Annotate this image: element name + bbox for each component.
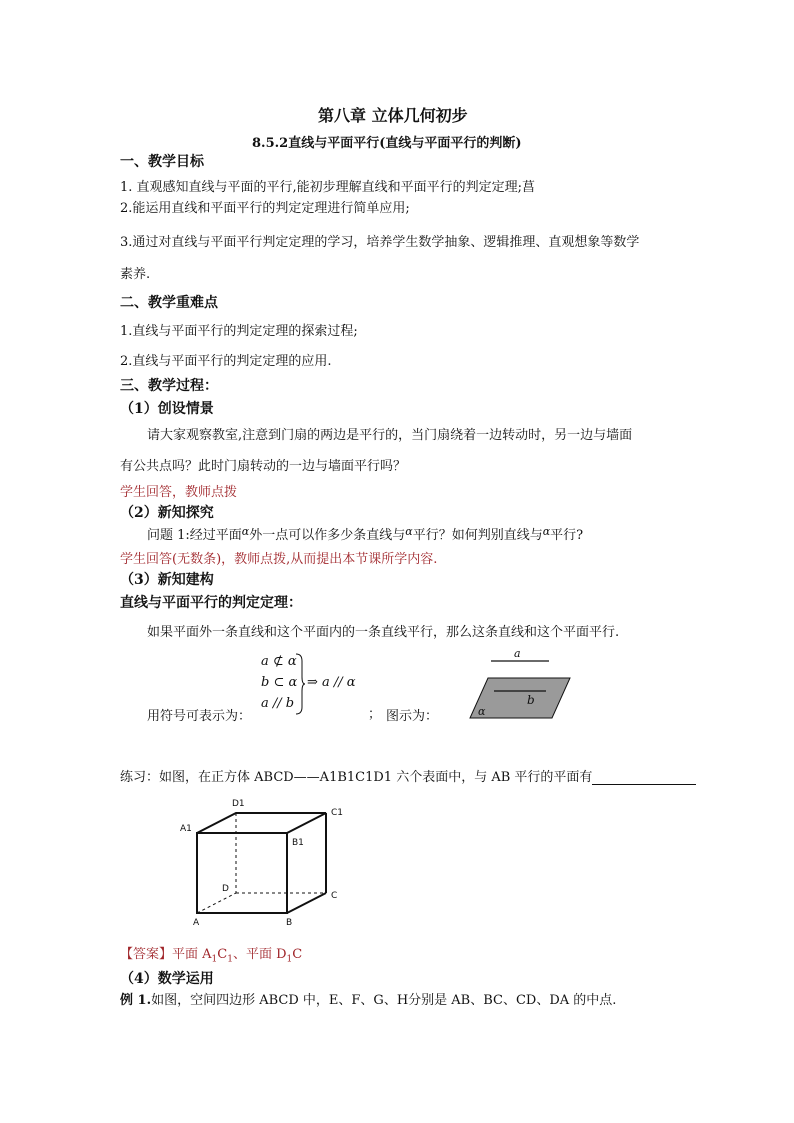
example-1 xyxy=(120,989,616,1008)
vertex-C1: C1 xyxy=(331,808,344,818)
part2-answer: 学生回答(无数条)，教师点拨,从而提出本节课所学内容. xyxy=(120,552,438,567)
part1-line-1: 请大家观察教室,注意到门扇的两边是平行的，当门扇绕着一边转动时，另一边与墙面 xyxy=(147,428,633,443)
keypoint-item-1: 1.直线与平面平行的判定定理的探索过程; xyxy=(120,324,358,339)
alpha-symbol: α xyxy=(405,525,413,538)
right-brace xyxy=(294,653,306,715)
answer-line: 【答案】平面 $A_1C_1$、平面 $D_1C$ xyxy=(120,947,303,965)
keypoint-item-2: 2.直线与平面平行的判定定理的应用. xyxy=(120,354,332,369)
alpha-symbol: α xyxy=(241,525,250,538)
part2-question xyxy=(147,524,583,543)
example-text: 如图，空间四边形 ABCD 中，E、F、G、H分别是 AB、BC、CD、DA 的中点. xyxy=(151,993,617,1008)
label-b: b xyxy=(527,693,535,707)
exercise-text: 练习：如图，在正方体 ABCD——A1B1C1D1 六个表面中，与 AB 平行的平面有 xyxy=(120,770,593,785)
section-keypoints-heading: 二、教学重难点 xyxy=(120,295,218,311)
formula-conclusion: ⇒ a // α xyxy=(307,675,356,690)
part1-heading: （1）创设情景 xyxy=(120,401,214,417)
part3-heading: （3）新知建构 xyxy=(120,572,214,588)
part1-answer: 学生回答，教师点拨 xyxy=(120,485,238,500)
answer-tag: 【答案】 xyxy=(120,947,173,962)
part1-line-2: 有公共点吗？此时门扇转动的一边与墙面平行吗？ xyxy=(120,459,407,474)
part2-heading: （2）新知探究 xyxy=(120,505,214,521)
objective-item-1: 1. 直观感知直线与平面的平行,能初步理解直线和平面平行的判定定理;菖 xyxy=(120,180,536,195)
answer-blank xyxy=(592,770,696,785)
alpha-symbol: α xyxy=(542,525,551,538)
vertex-A1: A1 xyxy=(180,824,192,834)
part4-heading: （4）数学运用 xyxy=(120,971,214,987)
formula-line-2: b ⊂ α xyxy=(261,675,298,690)
vertex-A: A xyxy=(193,918,200,928)
objective-item-3-cont: 素养. xyxy=(120,267,151,282)
figure-label: 图示为： xyxy=(386,709,439,724)
vertex-B: B xyxy=(286,918,293,928)
theorem-text: 如果平面外一条直线和这个平面内的一条直线平行，那么这条直线和这个平面平行. xyxy=(147,625,620,640)
question-text-c: 平行？如何判别直线与 xyxy=(412,528,543,543)
symbol-label: 用符号可表示为： xyxy=(147,709,252,724)
question-text-a: 问题 1:经过平面 xyxy=(147,528,242,543)
lesson-subtitle: 8.5.2直线与平面平行(直线与平面平行的判断) xyxy=(252,136,522,151)
question-text-b: 外一点可以作多少条直线与 xyxy=(249,528,406,543)
objective-item-3: 3.通过对直线与平面平行判定定理的学习，培养学生数学抽象、逻辑推理、直观想象等数学 xyxy=(120,235,640,250)
example-tag: 例 1. xyxy=(120,993,152,1008)
objective-item-2: 2.能运用直线和平面平行的判定定理进行简单应用; xyxy=(120,201,410,216)
chapter-title: 第八章 立体几何初步 xyxy=(318,106,468,125)
semicolon: ； xyxy=(368,707,382,722)
theorem-heading: 直线与平面平行的判定定理： xyxy=(120,595,302,611)
section-process-heading: 三、教学过程： xyxy=(120,378,218,394)
vertex-C: C xyxy=(331,891,338,901)
formula-line-1: a ⊄ α xyxy=(261,654,297,669)
formula-line-3: a // b xyxy=(261,696,295,711)
exercise-line xyxy=(120,766,696,785)
section-objectives-heading: 一、教学目标 xyxy=(120,154,204,170)
vertex-B1: B1 xyxy=(292,838,304,848)
label-a: a xyxy=(514,647,521,660)
vertex-D1: D1 xyxy=(232,799,245,809)
vertex-D: D xyxy=(222,884,229,894)
question-text-d: 平行? xyxy=(550,528,584,543)
label-alpha: α xyxy=(478,705,486,718)
